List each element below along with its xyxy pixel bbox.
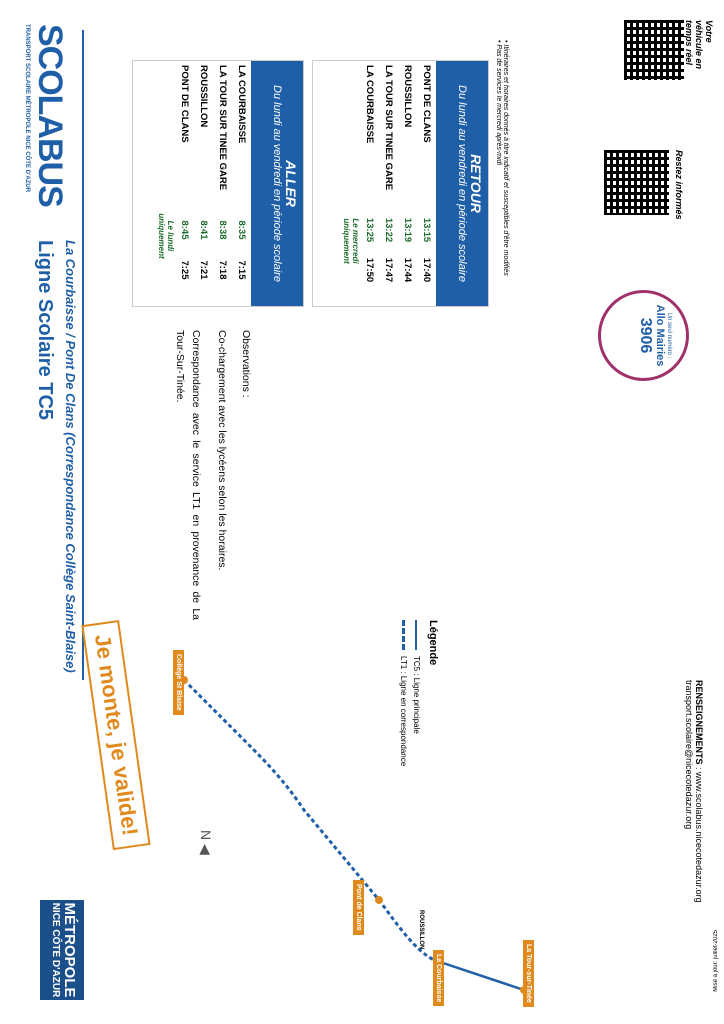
footnotes	[495, 40, 509, 440]
time: 13:25	[364, 217, 375, 243]
table-row	[175, 61, 194, 306]
logo-subtitle: TRANSPORT SCOLAIRE MÉTROPOLE NICE CÔTE D'AZUR	[24, 24, 30, 193]
table-row	[379, 61, 398, 306]
label-roussillon: ROUSSILLON	[418, 910, 424, 950]
stop-name: ROUSSILLON	[402, 65, 413, 128]
north-arrow-icon: N ◀	[198, 830, 214, 855]
time: 7:15	[236, 260, 247, 280]
page-title: Ligne Scolaire TC5	[34, 240, 56, 421]
retour-table	[312, 60, 489, 307]
time: 8:38	[217, 220, 228, 240]
label-tour: La Tour-sur-Tinée	[523, 940, 534, 1007]
allo-line2: Allo Mairies	[654, 304, 666, 367]
time: 13:22	[383, 217, 394, 243]
stop-name: LA COURBAISSE	[364, 65, 375, 144]
stop-name: ROUSSILLON	[198, 65, 209, 128]
metropole-line1: MÉTROPOLE	[61, 902, 78, 998]
scolabus-logo	[19, 24, 69, 224]
label-courbaisse: La Courbaisse	[433, 950, 444, 1006]
table-row	[360, 61, 379, 306]
footnote-1-text: Itinéraires et horaires donnés à titre indicatif et susceptibles d'être modifiés	[502, 44, 509, 276]
lt1-route	[184, 680, 434, 960]
legend-corr	[399, 620, 408, 766]
aller-title: ALLER	[283, 160, 299, 207]
logo-text: SCOLABUS	[31, 24, 69, 207]
legend-corr-text: LT1 : Ligne en correspondance	[399, 656, 408, 767]
footnote-2: • Pas de services le mercredi après-midi	[495, 40, 502, 166]
legend-main-text: TC5 : Ligne principale	[412, 656, 421, 734]
time: 7:25	[179, 260, 190, 280]
aller-subtitle: Du lundi au vendredi en période scolaire	[271, 85, 283, 282]
observations-title: Observations :	[240, 330, 252, 398]
table-row	[232, 61, 251, 306]
retour-note: Le mercredi uniquement	[342, 218, 360, 264]
allo-mairies-logo	[598, 290, 689, 381]
vehicle-label: Votre véhicule en temps réel	[684, 20, 714, 70]
stop-name: LA TOUR SUR TINEE GARE	[217, 65, 228, 191]
renseignements-line1	[694, 680, 704, 903]
informed-label: Restez informés	[674, 150, 684, 220]
title-underline	[82, 30, 84, 680]
time: 8:35	[236, 220, 247, 240]
legend-main	[412, 620, 421, 766]
time: 13:15	[421, 217, 432, 243]
retour-title: RETOUR	[468, 154, 484, 213]
observations-p1: Co-chargement avec les lycéens selon les horaires.	[216, 330, 228, 571]
table-row	[213, 61, 232, 306]
time: 7:18	[217, 260, 228, 280]
metropole-line2: NICE CÔTE D'AZUR	[50, 902, 61, 998]
update-date: Mise à jour: juillet-2025	[713, 930, 719, 992]
table-row	[194, 61, 213, 306]
label-pont: Pont de Clans	[353, 880, 364, 935]
time: 17:44	[402, 257, 413, 283]
time: 17:47	[383, 257, 394, 283]
time: 7:21	[198, 260, 209, 280]
renseignements	[684, 680, 704, 903]
stop-name: PONT DE CLANS	[179, 65, 190, 143]
legend-main-line	[416, 620, 418, 650]
footnote-1: • Itinéraires et horaires donnés à titre indicatif et susceptibles d'être modifiés	[502, 40, 509, 276]
allo-line3: 3906	[637, 317, 654, 354]
tc5-route	[434, 960, 524, 990]
legend	[399, 620, 439, 766]
observations-p2: Correspondance avec le service LT1 en provenance de La Tour-Sur-Tinée.	[174, 330, 202, 620]
time: 13:19	[402, 217, 413, 243]
stop-name: LA COURBAISSE	[236, 65, 247, 144]
renseignements-mail[interactable]: transport.scolaire@nicecotedazur.org	[684, 680, 694, 830]
allo-line1: Un seul numéro :	[666, 312, 672, 359]
time: 17:50	[364, 257, 375, 283]
slogan: Je monte, je valide!	[81, 620, 150, 850]
footnote-2-text: Pas de services le mercredi après-midi	[495, 44, 502, 166]
stop-name: PONT DE CLANS	[421, 65, 432, 143]
time: 8:45	[179, 220, 190, 240]
retour-subtitle: Du lundi au vendredi en période scolaire	[456, 85, 468, 282]
aller-note: Le lundi uniquement	[157, 213, 175, 259]
time: 17:40	[421, 257, 432, 283]
legend-title: Légende	[427, 620, 439, 666]
informed-qr[interactable]	[604, 150, 669, 215]
renseignements-web[interactable]: : www.scolabus.nicecotedazur.org	[694, 764, 704, 903]
table-row	[417, 61, 436, 306]
observations	[172, 330, 254, 620]
aller-table	[132, 60, 304, 307]
retour-header	[436, 61, 488, 306]
label-college: Collège St Blaise	[173, 650, 184, 715]
stop-pont	[375, 896, 383, 904]
renseignements-label: RENSEIGNEMENTS	[694, 680, 704, 765]
north-label: N	[198, 830, 214, 841]
page-subtitle: La Courbaisse / Pont De Clans (Correspondance Collège Saint-Blaise)	[63, 240, 78, 673]
vehicle-qr[interactable]	[624, 20, 684, 80]
aller-header	[251, 61, 303, 306]
legend-corr-line	[402, 620, 405, 650]
table-row	[398, 61, 417, 306]
metropole-logo	[40, 900, 84, 1000]
time: 8:41	[198, 220, 209, 240]
stop-name: LA TOUR SUR TINEE GARE	[383, 65, 394, 191]
